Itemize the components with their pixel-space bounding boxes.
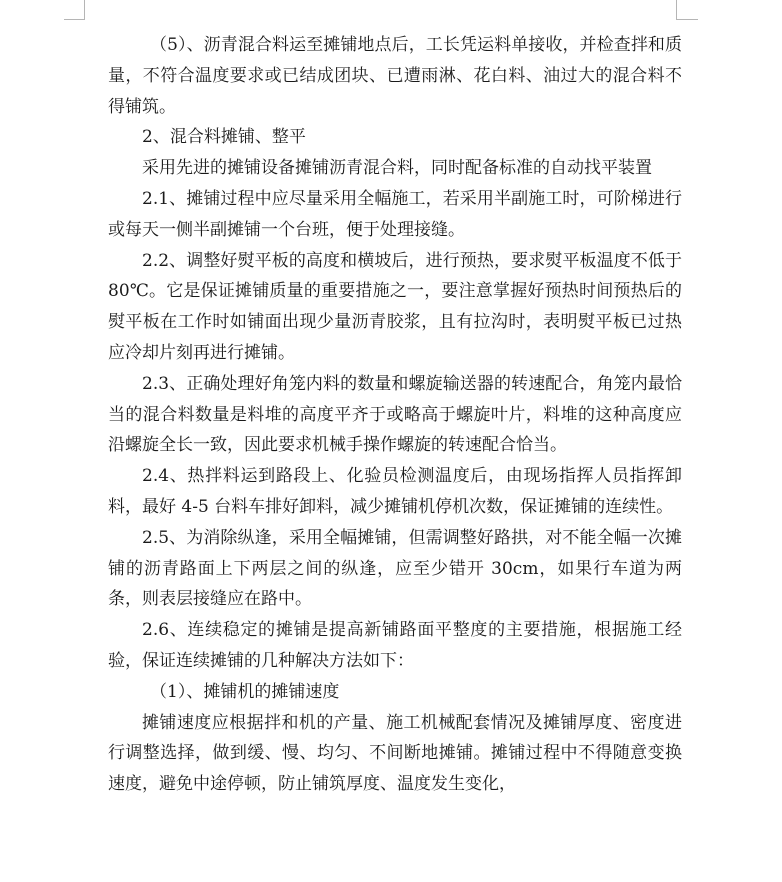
- paragraph-2-1: 2.1、摊铺过程中应尽量采用全幅施工，若采用半副施工时，可阶梯进行或每天一侧半副摊铺一个台班，便于处理接缝。: [108, 188, 682, 240]
- paragraph-2-3: 2.3、正确处理好角笼内料的数量和螺旋输送器的转速配合，角笼内最恰当的混合料数量是料堆的高度平齐于或略高于螺旋叶片，料堆的这种高度应沿螺旋全长一致，因此要求机械手操作螺旋的转速配合恰当。: [108, 373, 682, 456]
- paragraph-2-4: 2.4、热拌料运到路段上、化验员检测温度后，由现场指挥人员指挥卸料，最好 4-5 台料车排好卸料，减少摊铺机停机次数，保证摊铺的连续性。: [108, 466, 682, 517]
- crop-mark-top-left-horizontal: [64, 19, 85, 20]
- paragraph-paving-equipment: 采用先进的摊铺设备摊铺沥青混合料，同时配备标准的自动找平装置: [142, 158, 652, 179]
- paragraph-paving-speed: 摊铺速度应根据拌和机的产量、施工机械配套情况及摊铺厚度、密度进行调整选择，做到缓、慢、均匀、不间断地摊铺。摊铺过程中不得随意变换速度，避免中途停顿，防止铺筑厚度、温度发生变化，: [108, 712, 682, 795]
- heading-mixture-paving: 2、混合料摊铺、整平: [142, 127, 306, 148]
- crop-mark-top-left-vertical: [84, 0, 85, 20]
- subheading-paving-speed: （1）、摊铺机的摊铺速度: [150, 681, 340, 702]
- paragraph-asphalt-delivery: （5）、沥青混合料运至摊铺地点后，工长凭运料单接收，并检查拌和质量，不符合温度要求或已结成团块、已遭雨淋、花白料、油过大的混合料不得铺筑。: [108, 35, 682, 117]
- crop-mark-top-right-horizontal: [676, 19, 698, 20]
- paragraph-2-5: 2.5、为消除纵逢，采用全幅摊铺，但需调整好路拱，对不能全幅一次摊铺的沥青路面上下两层之间的纵逢，应至少错开 30cm，如果行车道为两条，则表层接缝应在路中。: [108, 527, 682, 610]
- paragraph-2-2: 2.2、调整好熨平板的高度和横坡后，进行预热，要求熨平板温度不低于 80℃。它是保证摊铺质量的重要措施之一，要注意掌握好预热时间预热后的熨平板在工作时如铺面出现少量沥青胶浆，且有拉沟时，表明熨平板已过热应冷却片刻再进行摊铺。: [108, 250, 682, 363]
- document-body: [108, 30, 682, 800]
- paragraph-2-6: 2.6、连续稳定的摊铺是提高新铺路面平整度的主要措施，根据施工经验，保证连续摊铺的几种解决方法如下：: [108, 620, 682, 671]
- crop-mark-top-right-vertical: [676, 0, 677, 20]
